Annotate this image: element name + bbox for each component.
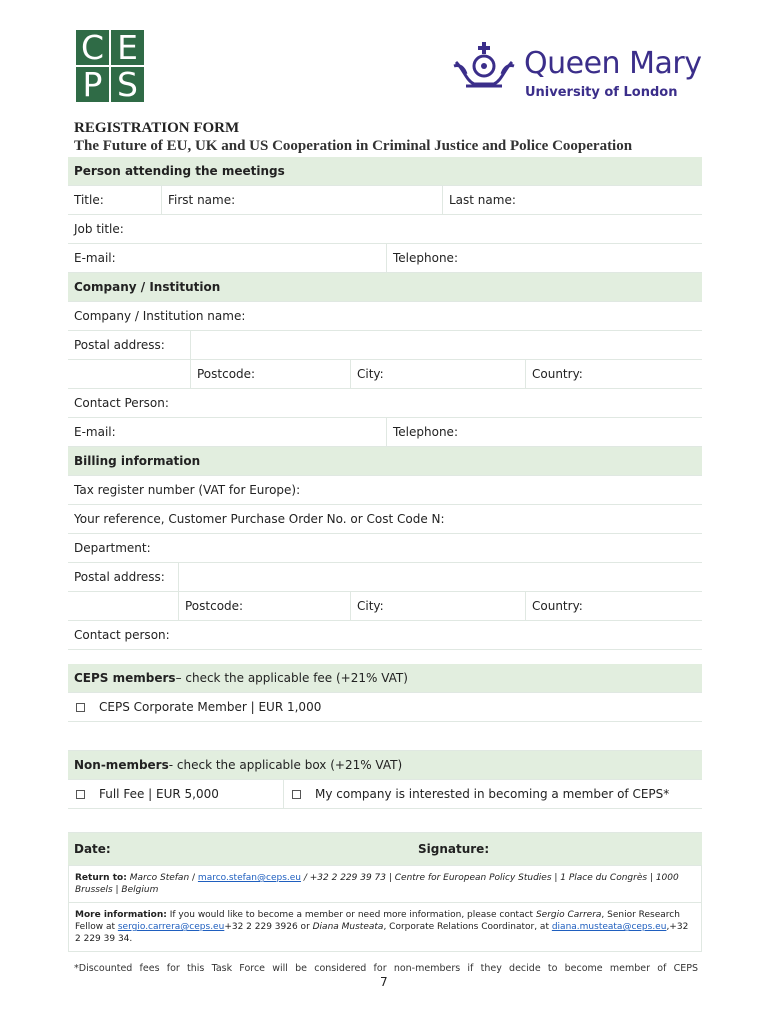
billing-postal-label: Postal address:	[74, 570, 165, 584]
corporate-member-checkbox[interactable]	[76, 703, 85, 712]
department-row	[68, 534, 702, 563]
members-header-rest: – check the applicable fee (+21% VAT)	[175, 671, 408, 685]
billing-address-row	[68, 592, 702, 621]
company-telephone-field[interactable]: Telephone:	[386, 418, 702, 446]
ceps-logo-e: E	[111, 30, 144, 65]
return-to-text	[69, 866, 701, 902]
more-info-label: More information:	[75, 910, 167, 920]
diana-email-link[interactable]: diana.musteata@ceps.eu	[551, 922, 667, 932]
full-fee-label: Full Fee | EUR 5,000	[99, 787, 219, 801]
more-info-text3: +32 2 229 3926 or	[224, 922, 313, 932]
signature-field[interactable]: Signature:	[418, 842, 490, 856]
ceps-logo-p: P	[76, 67, 109, 102]
title-field[interactable]: Title:	[74, 193, 104, 207]
person-name-row	[68, 186, 702, 215]
sergio-email-link[interactable]: sergio.carrera@ceps.eu	[117, 922, 225, 932]
job-title-row	[68, 215, 702, 244]
nonmembers-section-header	[68, 751, 702, 780]
more-info-text1: If you would like to become a member or need more information, please contact	[166, 910, 536, 920]
company-country-field[interactable]: Country:	[525, 360, 702, 388]
person-contact-row	[68, 244, 702, 273]
members-header-bold: CEPS members	[74, 671, 176, 685]
tax-row	[68, 476, 702, 505]
more-info-text5: ,+32 2 229 39 34.	[75, 922, 689, 944]
company-section-header	[68, 273, 702, 302]
company-postal-label: Postal address:	[74, 338, 165, 352]
corporate-member-option[interactable]	[68, 693, 702, 721]
company-header-label: Company / Institution	[74, 280, 221, 294]
billing-contact-field[interactable]: Contact person:	[74, 628, 170, 642]
person-telephone-field[interactable]: Telephone:	[386, 244, 702, 272]
registration-form	[68, 157, 702, 952]
reference-row	[68, 505, 702, 534]
nonmembers-header-rest: - check the applicable box (+21% VAT)	[168, 758, 403, 772]
department-field[interactable]: Department:	[74, 541, 151, 555]
more-info-text	[69, 903, 701, 951]
return-to-rest: / +32 2 229 39 73 | Centre for European Policy Studies | 1 Place du Congrès | 1000 Brussels | Belgium	[75, 873, 679, 895]
qm-name: Queen Mary	[524, 46, 702, 81]
billing-section-header	[68, 447, 702, 476]
more-info-name2: Diana Musteata	[312, 922, 384, 932]
job-title-field[interactable]: Job title:	[74, 222, 124, 236]
return-to-label: Return to:	[75, 873, 127, 883]
full-fee-checkbox[interactable]	[76, 790, 85, 799]
company-postal-field[interactable]	[190, 331, 702, 359]
company-name-row	[68, 302, 702, 331]
members-section-header	[68, 664, 702, 693]
more-info-row	[68, 903, 702, 952]
membership-interest-checkbox[interactable]	[292, 790, 301, 799]
qm-subtitle: University of London	[525, 85, 678, 100]
person-section-header	[68, 157, 702, 186]
form-subtitle: The Future of EU, UK and US Cooperation in Criminal Justice and Police Cooperation	[74, 138, 633, 154]
return-to-name: Marco Stefan	[129, 873, 190, 883]
company-contact-field[interactable]: Contact Person:	[74, 396, 169, 410]
date-field[interactable]: Date:	[74, 842, 111, 856]
billing-city-field[interactable]: City:	[350, 592, 525, 620]
company-postcode-field[interactable]: Postcode:	[190, 360, 350, 388]
form-title: REGISTRATION FORM	[74, 120, 240, 136]
membership-interest-label: My company is interested in becoming a member of CEPS*	[315, 787, 670, 801]
company-email-field[interactable]: E-mail:	[74, 425, 116, 439]
queen-mary-logo	[452, 40, 707, 102]
last-name-field[interactable]: Last name:	[442, 186, 702, 214]
company-address-blank	[68, 360, 190, 388]
first-name-field[interactable]: First name:	[161, 186, 442, 214]
more-info-text4: , Corporate Relations Coordinator, at	[383, 922, 552, 932]
crown-icon	[452, 40, 516, 90]
billing-postal-row	[68, 563, 702, 592]
members-header	[68, 664, 702, 692]
billing-header-label: Billing information	[74, 454, 201, 468]
company-city-field[interactable]: City:	[350, 360, 525, 388]
company-email-row	[68, 418, 702, 447]
company-postal-row	[68, 331, 702, 360]
company-contact-row	[68, 389, 702, 418]
company-address-row	[68, 360, 702, 389]
billing-postcode-field[interactable]: Postcode:	[178, 592, 350, 620]
tax-number-field[interactable]: Tax register number (VAT for Europe):	[74, 483, 301, 497]
spacer-row	[68, 650, 702, 664]
corporate-member-label: CEPS Corporate Member | EUR 1,000	[99, 700, 322, 714]
members-empty-row	[68, 722, 702, 751]
return-to-sep: /	[189, 873, 198, 883]
company-name-field[interactable]: Company / Institution name:	[74, 309, 246, 323]
nonmembers-empty-cell	[68, 809, 702, 832]
ceps-logo-c: C	[76, 30, 109, 65]
nonmembers-header-bold: Non-members	[74, 758, 169, 772]
more-info-name1: Sergio Carrera	[535, 910, 602, 920]
nonmembers-header	[68, 751, 702, 779]
nonmembers-empty-row	[68, 809, 702, 833]
members-option-row	[68, 693, 702, 722]
nonmembers-option-row	[68, 780, 702, 809]
signature-row	[68, 833, 702, 866]
return-to-row	[68, 866, 702, 903]
membership-interest-option[interactable]	[283, 780, 702, 808]
billing-address-blank	[68, 592, 178, 620]
person-header-label: Person attending the meetings	[74, 164, 285, 178]
members-empty-cell	[68, 722, 702, 750]
billing-postal-field[interactable]	[178, 563, 702, 591]
reference-field[interactable]: Your reference, Customer Purchase Order No. or Cost Code N:	[74, 512, 445, 526]
return-to-email-link[interactable]: marco.stefan@ceps.eu	[197, 873, 301, 883]
ceps-logo-s: S	[111, 67, 144, 102]
billing-country-field[interactable]: Country:	[525, 592, 702, 620]
footnote: *Discounted fees for this Task Force will be considered for non-members if they decide to become member of CEPS	[74, 963, 698, 974]
page-number: 7	[380, 975, 388, 989]
billing-contact-row	[68, 621, 702, 650]
ceps-logo	[76, 30, 144, 102]
full-fee-option[interactable]	[68, 780, 283, 808]
more-info-text2: , Senior Research Fellow at	[75, 910, 680, 932]
person-email-field[interactable]: E-mail:	[74, 251, 116, 265]
